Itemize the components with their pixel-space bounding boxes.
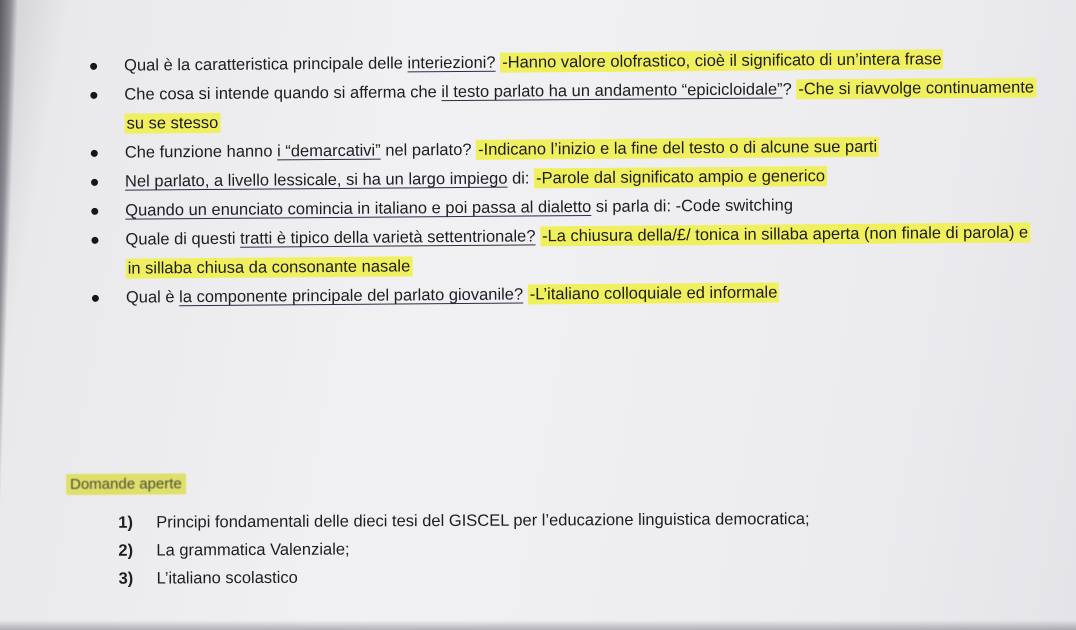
question-tail: di: xyxy=(507,169,535,188)
list-item xyxy=(78,276,1038,313)
answer-highlight: -Hanno valore olofrastico, cioè il significato di un’intera frase xyxy=(500,49,943,72)
answer-highlight: -Indicano l’inizio e la fine del testo o di alcune sue parti xyxy=(476,137,879,160)
bullet-icon xyxy=(90,63,97,70)
answer-highlight: -Che si riavvolge continuamente su se stesso xyxy=(124,77,1036,133)
question-underlined: la componente principale del parlato giovanile? xyxy=(179,285,524,307)
page-bottom-shadow xyxy=(0,620,1076,630)
item-number: 3) xyxy=(118,569,134,588)
bullet-icon xyxy=(91,179,98,186)
item-number: 2) xyxy=(118,541,134,560)
question-underlined: tratti è tipico della varietà settentrionale? xyxy=(240,227,536,248)
question-underlined: Nel parlato, a livello lessicale, si ha un largo impiego xyxy=(124,169,508,191)
item-number: 1) xyxy=(118,513,133,532)
question-tail: nel parlato? xyxy=(380,140,477,160)
item-text: L’italiano scolastico xyxy=(156,568,298,588)
answer-highlight: -L’italiano colloquiale ed informale xyxy=(528,282,780,304)
question-answer-list xyxy=(76,44,1038,313)
question-underlined: Quando un enunciato comincia in italiano e poi passa al dialetto xyxy=(125,197,592,220)
open-questions-section xyxy=(66,469,1017,593)
answer-highlight: -Parole dal significato ampio e generico xyxy=(534,166,827,188)
question-text: Qual è la caratteristica principale delle xyxy=(124,54,408,75)
question-tail: si parla di: -Code switching xyxy=(591,196,794,216)
list-item xyxy=(76,73,1036,139)
question-text: Quale di questi xyxy=(125,229,241,249)
bullet-icon xyxy=(91,237,98,244)
question-underlined: i “demarcativi” xyxy=(277,141,381,161)
list-item xyxy=(66,560,1016,593)
question-text: Che funzione hanno xyxy=(124,142,278,162)
question-tail: ? xyxy=(782,80,797,99)
answer-highlight: -La chiusura della/£/ tonica in sillaba aperta (non finale di parola) e in sillaba chiusa da consonante nasale xyxy=(126,223,1031,279)
question-text: Che cosa si intende quando si afferma che xyxy=(124,83,442,104)
section-label: Domande aperte xyxy=(66,473,186,495)
bullet-icon xyxy=(91,150,98,157)
item-text: La grammatica Valenziale; xyxy=(156,540,350,560)
list-item xyxy=(77,218,1037,284)
question-tail xyxy=(535,227,540,245)
open-questions-list xyxy=(66,504,1016,593)
question-text: Qual è xyxy=(125,288,180,307)
question-underlined: interiezioni? xyxy=(407,53,496,73)
bullet-icon xyxy=(90,92,97,99)
bullet-icon xyxy=(91,208,98,215)
bullet-icon xyxy=(92,295,99,302)
question-underlined: il testo parlato ha un andamento “epicicloidale” xyxy=(441,80,783,102)
item-text: Principi fondamentali delle dieci tesi del GISCEL per l’educazione linguistica democratica; xyxy=(156,510,810,532)
